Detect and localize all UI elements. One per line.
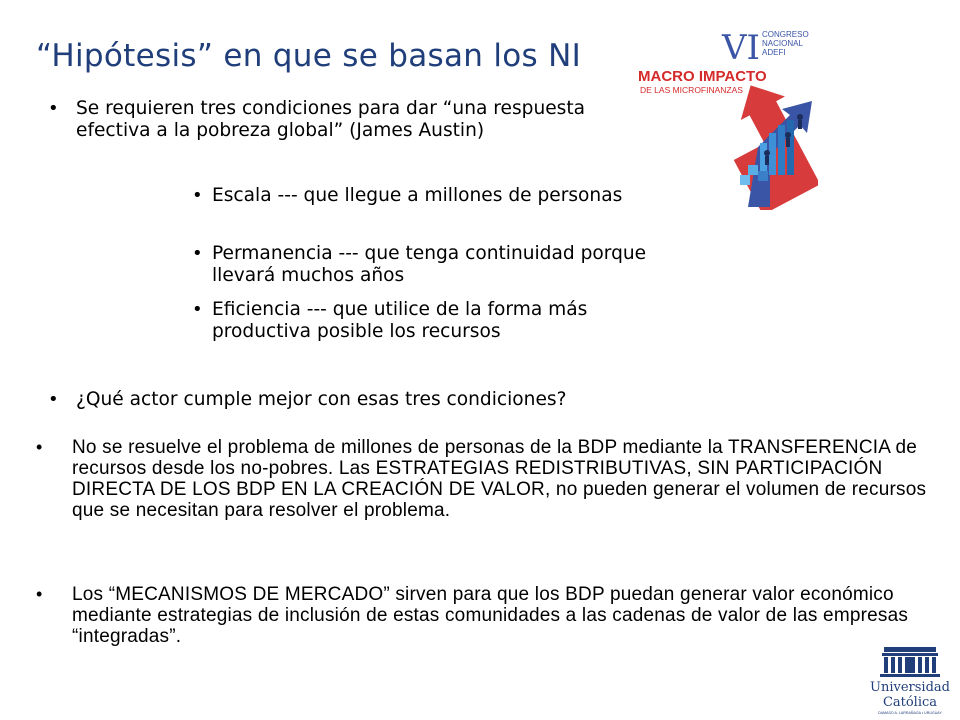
paragraph-mecanismos bbox=[36, 584, 942, 647]
person-icon bbox=[785, 132, 791, 138]
bullet-conditions bbox=[48, 98, 606, 142]
university-logo bbox=[868, 645, 952, 717]
person-icon bbox=[786, 138, 790, 147]
cube-icon bbox=[740, 175, 750, 185]
bar-icon bbox=[769, 133, 776, 175]
slide-title: “Hipótesis” en que se basan los NI bbox=[36, 38, 582, 74]
university-name-1: Universidad bbox=[870, 680, 950, 695]
university-name-2: Católica bbox=[882, 695, 938, 710]
bullet-dot: • bbox=[48, 98, 59, 119]
sub-bullet-text: Permanencia --- que tenga continuidad porque llevará muchos años bbox=[212, 243, 647, 286]
building-icon bbox=[880, 647, 940, 677]
cube-icon bbox=[758, 171, 768, 181]
bullet-dot: • bbox=[48, 389, 59, 410]
logo-line2: NACIONAL bbox=[762, 39, 803, 48]
university-tagline: DAMASO A. LARRAÑAGA • URUGUAY bbox=[878, 711, 942, 715]
cube-icon bbox=[748, 165, 758, 175]
person-icon bbox=[798, 120, 802, 129]
sub-bullet-eficiencia bbox=[192, 299, 672, 343]
sub-bullet-escala bbox=[192, 185, 672, 207]
sub-bullet-text: Eficiencia --- que utilice de la forma más productiva posible los recursos bbox=[212, 299, 588, 342]
bullet-text: Se requieren tres condiciones para dar “una respuesta efectiva a la pobreza global” (James Austin) bbox=[76, 98, 586, 141]
bullet-question bbox=[48, 389, 696, 411]
logo-roman-numeral: VI bbox=[722, 28, 760, 68]
bullet-dot: • bbox=[192, 299, 203, 320]
person-icon bbox=[764, 150, 770, 156]
congress-logo bbox=[630, 25, 818, 210]
logo-line1: CONGRESO bbox=[762, 30, 809, 39]
logo-line3: ADEFI bbox=[762, 48, 786, 57]
bar-icon bbox=[778, 125, 785, 175]
bullet-dot: • bbox=[36, 584, 43, 604]
paragraph-text: No se resuelve el problema de millones de personas de la BDP mediante la TRANSFERENCIA de recursos desde los no-pobres. Las ESTRATEGIAS REDISTRIBUTIVAS, SIN PARTICIPACIÓN DIRECTA DE LOS BDP EN LA CREACIÓN DE VALOR, no pueden generar el volumen de recursos que se necesitan para resolver el problema. bbox=[72, 437, 927, 521]
paragraph-transferencia bbox=[36, 437, 942, 521]
logo-banner-1: MACRO IMPACTO bbox=[638, 68, 767, 85]
person-icon bbox=[797, 114, 803, 120]
person-icon bbox=[765, 156, 769, 165]
bullet-text: ¿Qué actor cumple mejor con esas tres condiciones? bbox=[76, 389, 567, 410]
logo-banner-2: DE LAS MICROFINANZAS bbox=[640, 85, 743, 95]
bullet-dot: • bbox=[192, 243, 203, 264]
bullet-dot: • bbox=[192, 185, 203, 206]
paragraph-text: Los “MECANISMOS DE MERCADO” sirven para que los BDP puedan generar valor económico mediante estrategias de inclusión de estas comunidades a las cadenas de valor de las empresas “integradas”. bbox=[72, 584, 909, 647]
sub-bullet-permanencia bbox=[192, 243, 672, 287]
sub-bullet-text: Escala --- que llegue a millones de personas bbox=[212, 185, 623, 206]
bar-icon bbox=[787, 120, 794, 175]
bullet-dot: • bbox=[36, 437, 43, 457]
